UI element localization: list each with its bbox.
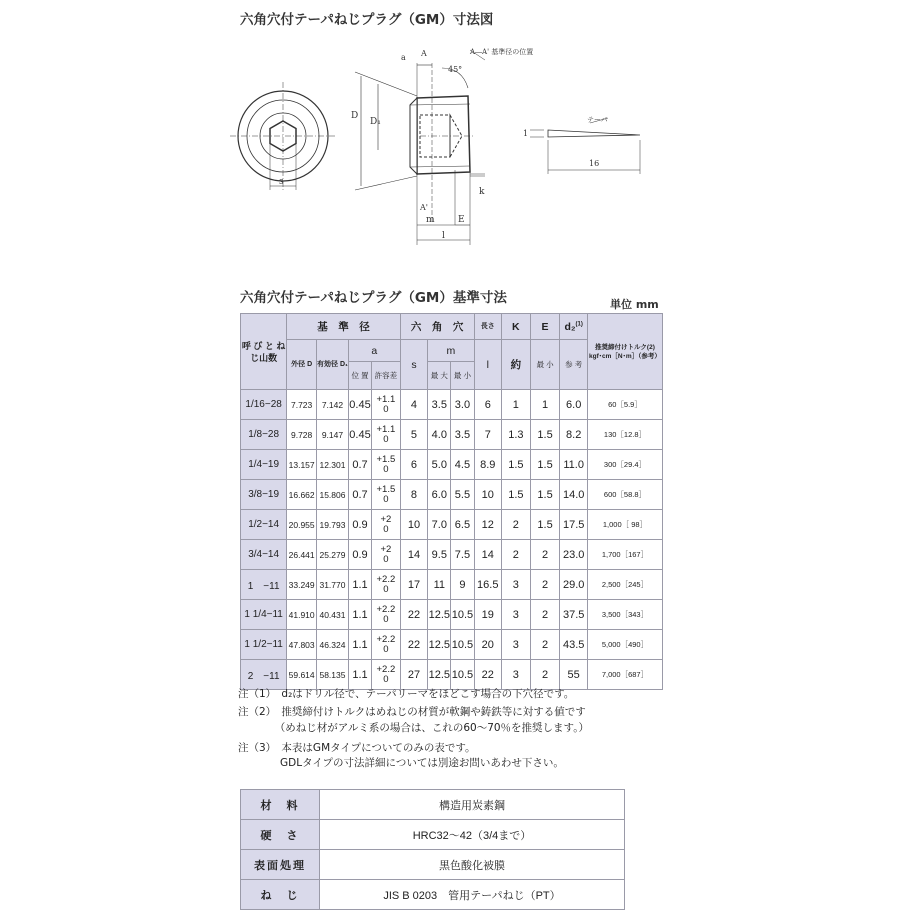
tol-lower: 0	[383, 583, 389, 595]
header-hex: 六 角 穴	[400, 314, 474, 340]
cell-d2: 23.0	[560, 540, 588, 570]
drawing-title: 六角穴付テーパねじプラグ（GM）寸法図	[240, 12, 494, 28]
material-value: JIS B 0203 管用テーパねじ（PT）	[320, 880, 625, 910]
header-length: 長さ	[474, 314, 502, 340]
cell-l: 12	[474, 510, 502, 540]
tol-upper: +2.2	[376, 663, 396, 675]
cell-l: 6	[474, 390, 502, 420]
cell-a: 0.45	[348, 420, 371, 450]
table-row	[241, 570, 663, 600]
cell-s: 6	[400, 450, 428, 480]
cell-E: 1.5	[530, 450, 560, 480]
cell-E: 1.5	[530, 480, 560, 510]
tol-lower: 0	[383, 673, 389, 685]
material-value: 構造用炭素鋼	[320, 790, 625, 820]
tol-upper: +1.1	[376, 423, 396, 435]
cell-d2: 29.0	[560, 570, 588, 600]
table-row	[241, 630, 663, 660]
header-m-min: 最 小	[451, 362, 474, 390]
cell-mmin: 7.5	[451, 540, 474, 570]
cell-torque: 5,000［490］	[587, 630, 662, 660]
cell-mmin: 3.0	[451, 390, 474, 420]
cell-K: 3	[502, 660, 531, 690]
cell-tol	[372, 600, 401, 630]
cell-l: 19	[474, 600, 502, 630]
cell-mmax: 12.5	[428, 630, 451, 660]
cell-size: 2 −11	[241, 660, 287, 690]
table-row	[241, 540, 663, 570]
cell-d2: 55	[560, 660, 588, 690]
cell-l: 20	[474, 630, 502, 660]
cell-d2: 17.5	[560, 510, 588, 540]
header-torque: 推奨締付けトルク(2) kgf･cm［N･m］（参考）	[587, 314, 662, 390]
tol-lower: 0	[383, 403, 389, 415]
cell-s: 22	[400, 630, 428, 660]
cell-torque: 600［58.8］	[587, 480, 662, 510]
tol-upper: +1.5	[376, 453, 396, 465]
cell-torque: 60［5.9］	[587, 390, 662, 420]
cell-K: 2	[502, 540, 531, 570]
header-size: 呼 び と ねじ山数	[241, 314, 287, 390]
cell-mmax: 3.5	[428, 390, 451, 420]
label-k: k	[479, 187, 485, 197]
cell-mmin: 6.5	[451, 510, 474, 540]
cell-D1: 9.147	[317, 420, 349, 450]
cell-D: 13.157	[287, 450, 317, 480]
table-row	[241, 420, 663, 450]
cell-a: 0.45	[348, 390, 371, 420]
material-row	[241, 850, 625, 880]
header-a-pos: 位 置	[348, 362, 371, 390]
cell-s: 14	[400, 540, 428, 570]
cell-size: 1/8−28	[241, 420, 287, 450]
label-one: 1	[523, 129, 529, 138]
label-E: E	[458, 215, 465, 225]
cell-mmin: 4.5	[451, 450, 474, 480]
label-D1: D₁	[370, 117, 381, 127]
cell-K: 1	[502, 390, 531, 420]
cell-mmin: 3.5	[451, 420, 474, 450]
cell-tol	[372, 480, 401, 510]
material-key: 材 料	[241, 790, 320, 820]
material-table	[240, 789, 625, 910]
cell-s: 27	[400, 660, 428, 690]
tol-lower: 0	[383, 493, 389, 505]
dimension-drawing	[230, 40, 690, 255]
cell-mmin: 5.5	[451, 480, 474, 510]
label-A-top: A	[421, 49, 427, 58]
header-d2: d₂$^{(1)}$	[560, 314, 588, 340]
cell-D: 7.723	[287, 390, 317, 420]
cell-D: 20.955	[287, 510, 317, 540]
tol-upper: +2.2	[376, 603, 396, 615]
header-outer-d: 外径 D	[287, 340, 317, 390]
cell-size: 3/8−19	[241, 480, 287, 510]
cell-D: 41.910	[287, 600, 317, 630]
header-pitch-d: 有効径 D₁	[317, 340, 349, 390]
cell-D: 16.662	[287, 480, 317, 510]
cell-mmin: 10.5	[451, 660, 474, 690]
note-2-cont: （めねじ材がアルミ系の場合は、これの60〜70％を推奨します。）	[238, 722, 589, 734]
tol-lower: 0	[383, 433, 389, 445]
tol-upper: +2.2	[376, 573, 396, 585]
table-row	[241, 600, 663, 630]
cell-tol	[372, 540, 401, 570]
cell-s: 8	[400, 480, 428, 510]
cell-tol	[372, 450, 401, 480]
cell-K: 3	[502, 600, 531, 630]
front-view	[230, 82, 336, 190]
tol-upper: +2	[380, 513, 392, 525]
tol-upper: +2.2	[376, 633, 396, 645]
cell-a: 1.1	[348, 660, 371, 690]
cell-size: 1/2−14	[241, 510, 287, 540]
tol-upper: +1.1	[376, 393, 396, 405]
cell-s: 4	[400, 390, 428, 420]
cell-K: 2	[502, 510, 531, 540]
table-row	[241, 480, 663, 510]
header-m-max: 最 大	[428, 362, 451, 390]
cell-tol	[372, 630, 401, 660]
header-E: E	[530, 314, 560, 340]
cell-D: 9.728	[287, 420, 317, 450]
tol-upper: +2	[380, 543, 392, 555]
cell-a: 1.1	[348, 630, 371, 660]
cell-E: 2	[530, 600, 560, 630]
cell-D1: 19.793	[317, 510, 349, 540]
cell-mmin: 10.5	[451, 600, 474, 630]
cell-size: 1 1/2−11	[241, 630, 287, 660]
cell-mmax: 6.0	[428, 480, 451, 510]
header-a-tol: 許容差	[372, 362, 401, 390]
label-aa-ref: A―A' 基準径の位置	[470, 48, 534, 56]
cell-s: 17	[400, 570, 428, 600]
table-row	[241, 660, 663, 690]
cell-E: 2	[530, 660, 560, 690]
tol-lower: 0	[383, 613, 389, 625]
cell-mmax: 11	[428, 570, 451, 600]
header-d2-sub: 参 考	[560, 340, 588, 390]
cell-D1: 58.135	[317, 660, 349, 690]
cell-size: 1 −11	[241, 570, 287, 600]
cell-K: 3	[502, 630, 531, 660]
table-row	[241, 510, 663, 540]
cell-D1: 25.279	[317, 540, 349, 570]
header-l: l	[474, 340, 502, 390]
header-s: s	[400, 340, 428, 390]
cell-torque: 2,500［245］	[587, 570, 662, 600]
cell-d2: 6.0	[560, 390, 588, 420]
cell-l: 14	[474, 540, 502, 570]
header-base: 基 準 径	[287, 314, 400, 340]
cell-tol	[372, 420, 401, 450]
cell-a: 0.9	[348, 510, 371, 540]
tol-lower: 0	[383, 463, 389, 475]
cell-E: 2	[530, 570, 560, 600]
cell-l: 7	[474, 420, 502, 450]
header-a: a	[348, 340, 400, 362]
cell-torque: 1,000［ 98］	[587, 510, 662, 540]
cell-l: 16.5	[474, 570, 502, 600]
material-row	[241, 820, 625, 850]
cell-D: 26.441	[287, 540, 317, 570]
cell-tol	[372, 510, 401, 540]
label-taper: テーパ	[587, 116, 608, 124]
cell-l: 22	[474, 660, 502, 690]
tol-upper: +1.5	[376, 483, 396, 495]
cell-D: 47.803	[287, 630, 317, 660]
cell-l: 8.9	[474, 450, 502, 480]
cell-d2: 8.2	[560, 420, 588, 450]
note-3: 注（3） 本表はGMタイプについてのみの表です。	[238, 742, 476, 754]
material-key: 表面処理	[241, 850, 320, 880]
cell-size: 1 1/4−11	[241, 600, 287, 630]
side-view	[355, 50, 485, 245]
cell-d2: 37.5	[560, 600, 588, 630]
cell-torque: 3,500［343］	[587, 600, 662, 630]
cell-torque: 7,000［687］	[587, 660, 662, 690]
cell-mmax: 5.0	[428, 450, 451, 480]
cell-torque: 300［29.4］	[587, 450, 662, 480]
cell-tol	[372, 660, 401, 690]
tol-lower: 0	[383, 643, 389, 655]
note-2: 注（2） 推奨締付けトルクはめねじの材質が軟鋼や鋳鉄等に対する値です	[238, 706, 586, 718]
header-E-sub: 最 小	[530, 340, 560, 390]
cell-E: 2	[530, 540, 560, 570]
cell-a: 1.1	[348, 600, 371, 630]
taper-symbol	[530, 118, 640, 174]
cell-mmax: 9.5	[428, 540, 451, 570]
cell-a: 0.7	[348, 480, 371, 510]
cell-D: 59.614	[287, 660, 317, 690]
cell-s: 10	[400, 510, 428, 540]
tol-lower: 0	[383, 553, 389, 565]
cell-torque: 130［12.8］	[587, 420, 662, 450]
cell-K: 3	[502, 570, 531, 600]
label-a: a	[401, 53, 406, 62]
cell-d2: 43.5	[560, 630, 588, 660]
cell-mmax: 7.0	[428, 510, 451, 540]
cell-E: 1.5	[530, 420, 560, 450]
header-K-sub: 約	[502, 340, 531, 390]
label-D: D	[351, 111, 359, 121]
cell-D1: 31.770	[317, 570, 349, 600]
material-value: HRC32〜42（3/4まで）	[320, 820, 625, 850]
material-row	[241, 880, 625, 910]
cell-tol	[372, 390, 401, 420]
label-A-bottom: A'	[420, 203, 428, 212]
cell-mmax: 12.5	[428, 660, 451, 690]
label-ratio: 16	[589, 159, 600, 168]
cell-E: 1	[530, 390, 560, 420]
cell-D: 33.249	[287, 570, 317, 600]
header-K: K	[502, 314, 531, 340]
cell-d2: 11.0	[560, 450, 588, 480]
cell-s: 5	[400, 420, 428, 450]
material-value: 黒色酸化被膜	[320, 850, 625, 880]
label-angle: 45°	[448, 65, 463, 74]
cell-a: 0.9	[348, 540, 371, 570]
cell-a: 0.7	[348, 450, 371, 480]
cell-mmax: 12.5	[428, 600, 451, 630]
cell-d2: 14.0	[560, 480, 588, 510]
cell-torque: 1,700［167］	[587, 540, 662, 570]
cell-size: 1/4−19	[241, 450, 287, 480]
cell-mmin: 10.5	[451, 630, 474, 660]
cell-size: 3/4−14	[241, 540, 287, 570]
cell-a: 1.1	[348, 570, 371, 600]
cell-mmax: 4.0	[428, 420, 451, 450]
material-row	[241, 790, 625, 820]
material-key: 硬 さ	[241, 820, 320, 850]
header-m: m	[428, 340, 474, 362]
note-1: 注（1） d₂はドリル径で、テーパリーマをほどこす場合の下穴径です。	[238, 688, 575, 700]
cell-mmin: 9	[451, 570, 474, 600]
unit-label: 単位 mm	[610, 298, 659, 311]
cell-D1: 46.324	[317, 630, 349, 660]
cell-D1: 7.142	[317, 390, 349, 420]
cell-D1: 12.301	[317, 450, 349, 480]
label-m: m	[426, 215, 435, 225]
cell-K: 1.5	[502, 450, 531, 480]
dimension-table	[240, 313, 663, 690]
cell-D1: 40.431	[317, 600, 349, 630]
table-row	[241, 450, 663, 480]
cell-E: 2	[530, 630, 560, 660]
cell-l: 10	[474, 480, 502, 510]
note-3-cont: GDLタイプの寸法詳細については別途お問いあわせ下さい。	[238, 757, 564, 769]
cell-size: 1/16−28	[241, 390, 287, 420]
cell-K: 1.5	[502, 480, 531, 510]
label-s: s	[279, 177, 284, 187]
cell-tol	[372, 570, 401, 600]
cell-E: 1.5	[530, 510, 560, 540]
cell-D1: 15.806	[317, 480, 349, 510]
material-key: ね じ	[241, 880, 320, 910]
table-title: 六角穴付テーパねじプラグ（GM）基準寸法	[240, 290, 507, 306]
cell-K: 1.3	[502, 420, 531, 450]
table-row	[241, 390, 663, 420]
tol-lower: 0	[383, 523, 389, 535]
label-l: l	[442, 231, 445, 241]
cell-s: 22	[400, 600, 428, 630]
